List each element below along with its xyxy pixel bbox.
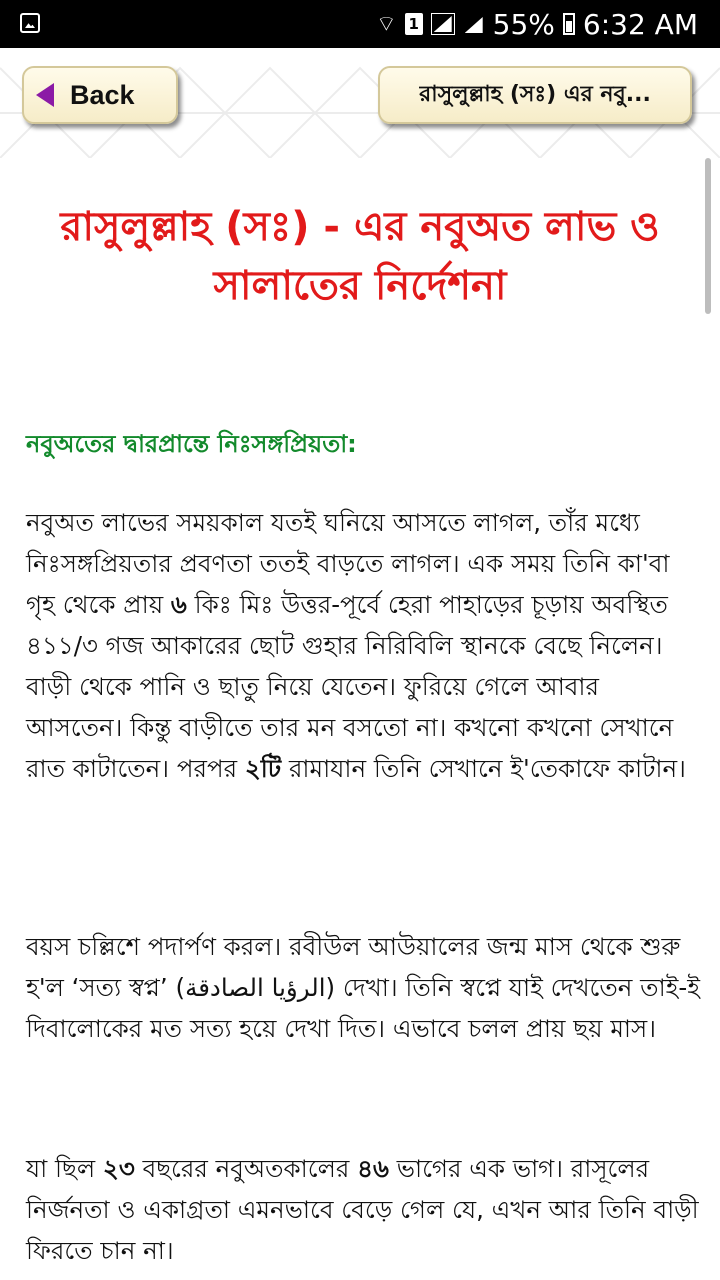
battery-percent: 55% bbox=[492, 7, 555, 41]
article-title: রাসুলুল্লাহ (সঃ) - এর নবুঅত লাভ ও সালাতের নির্দেশনা bbox=[60, 204, 660, 309]
sim-icon: 1 bbox=[405, 13, 423, 35]
status-bar bbox=[0, 0, 720, 48]
back-button[interactable] bbox=[22, 66, 178, 124]
section-heading: নবুঅতের দ্বারপ্রান্তে নিঃসঙ্গপ্রিয়তা: bbox=[26, 430, 357, 458]
signal-icon bbox=[431, 13, 455, 35]
back-arrow-icon bbox=[36, 83, 54, 107]
clock: 6:32 AM bbox=[582, 7, 698, 41]
chapter-title-button[interactable] bbox=[378, 66, 692, 124]
wifi-icon: ⌔ bbox=[375, 12, 397, 37]
paragraph-3: যা ছিল ২৩ বছরের নবুঅতকালের ৪৬ ভাগের এক ভাগ। রাসূলের নির্জনতা ও একাগ্রতা এমনভাবে বেড়ে গেল যে, এখন আর তিনি বাড়ী ফিরতে চান না। bbox=[26, 1154, 699, 1265]
paragraph-2: বয়স চল্লিশে পদার্পণ করল। রবীউল আউয়ালের জন্ম মাস থেকে শুরু হ'ল ‘সত্য স্বপ্ন’ (الرؤيا الصادقة) দেখা। তিনি স্বপ্নে যাই দেখতেন তাই-ই দিবালোকের মত সত্য হয়ে দেখা দিত। এভাবে চলল প্রায় ছয় মাস। bbox=[26, 932, 700, 1043]
back-button-label: Back bbox=[70, 79, 135, 110]
article-scroll-area[interactable] bbox=[0, 158, 720, 1280]
battery-icon bbox=[563, 13, 575, 35]
paragraph-1: নবুঅত লাভের সময়কাল যতই ঘনিয়ে আসতে লাগল, তাঁর মধ্যে নিঃসঙ্গপ্রিয়তার প্রবণতা ততই বাড়তে লাগল। এক সময় তিনি কা'বা গৃহ থেকে প্রায় ৬ কিঃ মিঃ উত্তর-পূর্বে হেরা পাহাড়ের চূড়ায় অবস্থিত ৪১১/৩ গজ আকারের ছোট গুহার নিরিবিলি স্থানকে বেছে নিলেন। বাড়ী থেকে পানি ও ছাতু নিয়ে যেতেন। ফুরিয়ে গেলে আবার আসতেন। কিন্তু বাড়ীতে তার মন বসতো না। কখনো কখনো সেখানে রাত কাটাতেন। পরপর ২টি রামাযান তিনি সেখানে ই'তেকাফে কাটান। bbox=[26, 508, 686, 783]
chapter-title-label: রাসুলুল্লাহ (সঃ) এর নবু... bbox=[419, 81, 651, 107]
status-icons bbox=[376, 0, 698, 48]
cell-signal-icon bbox=[463, 13, 485, 35]
scrollbar[interactable] bbox=[705, 158, 711, 314]
gallery-icon bbox=[20, 13, 40, 33]
app-header bbox=[0, 48, 720, 158]
